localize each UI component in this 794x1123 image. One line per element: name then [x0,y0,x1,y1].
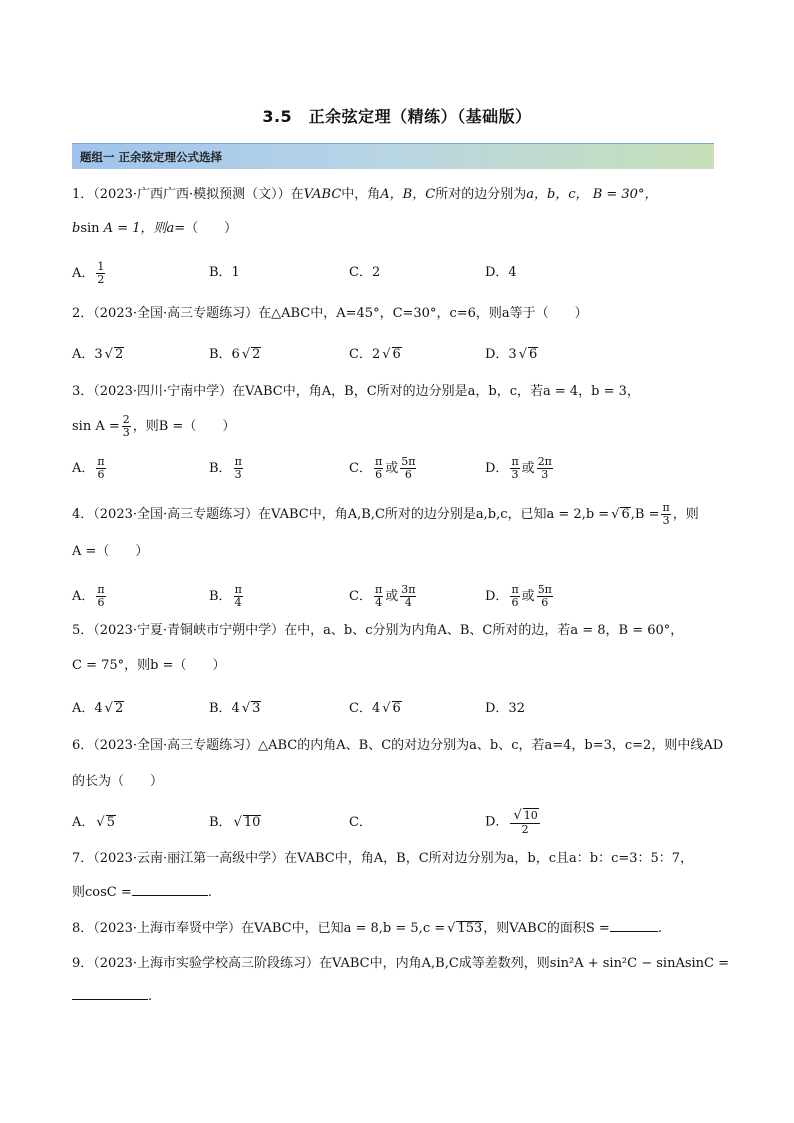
question-5-line-2: C = 75°，则b =（ ） [72,658,226,673]
fraction [234,456,243,481]
q7-text: 则cosC = [72,885,132,900]
question-3-line-1: 3．（2023·四川·宁南中学）在VABC中，角A，B，C所对的边分别是a，b，c，若a = 4，b = 3， [72,384,640,399]
fraction [537,584,553,609]
q1-text: 中，角 [341,187,381,202]
question-1-line-2 [72,220,732,238]
numerator: π [511,583,519,596]
radicand: 5 [106,815,115,830]
q4-option-d[interactable] [485,584,555,609]
numerator: π [662,501,670,514]
denominator: 6 [375,468,383,481]
q1-text: a [166,221,175,236]
denominator: 6 [97,596,105,609]
answer-blank[interactable] [72,987,148,1000]
q5-option-c[interactable]: C．4 √ 6 [349,701,401,716]
q8-text: . [657,921,662,936]
q6-option-c[interactable]: C． [349,815,372,830]
q1-text: b [72,221,81,236]
q3-option-c[interactable] [349,456,418,481]
numerator: 2 [122,413,130,426]
numerator: π [234,455,242,468]
fraction [510,584,519,609]
option-letter: D． [485,461,509,476]
numerator: π [374,583,383,596]
numerator: 2π [537,455,552,468]
radicand: 6 [392,701,401,716]
option-text: C．2 [349,347,381,362]
numerator: 3π [401,583,416,596]
numerator: π [97,583,105,596]
option-letter: B． [209,815,232,830]
section-label: 题组一 正余弦定理公式选择 [80,150,223,164]
q1-text: A = 1，则 [103,221,167,236]
radicand: 6 [529,347,538,362]
denominator: 3 [511,468,519,481]
denominator: 4 [375,596,383,609]
denominator: 3 [234,468,242,481]
numerator: 5π [401,455,416,468]
q6-option-d[interactable] [485,808,542,836]
radicand: 6 [392,347,401,362]
question-4-line-2: A =（ ） [72,544,149,559]
radicand: 3 [252,701,261,716]
q4-text: ,B = [630,507,660,522]
q5-option-d[interactable]: D．32 [485,701,525,716]
radicand: 2 [114,347,124,362]
denominator: 2 [521,823,529,836]
q3-option-a[interactable] [72,456,108,481]
denominator: 4 [234,596,242,609]
denominator: 6 [404,468,412,481]
q9-text: . [148,989,153,1004]
radicand: 2 [114,701,124,716]
section-banner [72,143,714,169]
q1-option-d[interactable]: D．4 [485,265,517,280]
q4-option-c[interactable] [349,584,418,609]
fraction [510,456,519,481]
q8-text: ，则VABC的面积S = [483,921,610,936]
q1-option-b[interactable]: B．1 [209,265,240,280]
question-3-line-2 [72,414,732,439]
q6-option-b[interactable]: B． √ 10 [209,815,261,830]
denominator: 6 [511,596,519,609]
question-1-line-1 [72,186,732,204]
q1-condition: B = 30°， [592,187,658,202]
radicand: 10 [243,815,261,830]
option-letter: C． [349,461,372,476]
option-text: A．3 [72,347,103,362]
fraction [661,502,670,527]
or-text: 或 [385,461,399,476]
radicand: 10 [523,809,538,822]
q3-text: sin A = [72,419,120,434]
q6-option-a[interactable]: A． √ 5 [72,815,115,830]
question-9-line-2 [72,987,732,1006]
question-4-line-1: 4．（2023·全国·高三专题练习）在VABC中，角A,B,C所对的边分别是a,b,c，已知a = 2,b = √ 6,B = $\frac{\pi}{3}$ ，则 [72,501,699,527]
option-letter: B． [209,461,232,476]
q2-option-a[interactable]: A．3 √ 2 [72,347,124,362]
radicand: 2 [252,347,261,362]
option-letter: B． [209,589,232,604]
q1-number: 1． [72,187,94,202]
denominator: 3 [122,426,130,439]
fraction [400,456,416,481]
denominator: 4 [404,596,412,609]
q2-option-c[interactable]: C．2 √ 6 [349,347,401,362]
q1-option-c[interactable]: C．2 [349,265,381,280]
numerator: √ 10 [510,808,539,824]
q2-option-d[interactable]: D．3 √ 6 [485,347,538,362]
or-text: 或 [521,461,535,476]
option-letter: D． [485,589,509,604]
option-letter: C． [349,589,372,604]
fraction [122,414,131,439]
q5-option-a[interactable]: A．4 √ 2 [72,701,124,716]
numerator: 5π [537,583,552,596]
denominator: 2 [97,273,105,286]
answer-blank[interactable] [610,919,658,932]
q5-option-b[interactable]: B．4 √ 3 [209,701,261,716]
option-letter: A． [72,815,95,830]
q4-text: 4．（2023·全国·高三专题练习）在VABC中，角A,B,C所对的边分别是a,b,c，已知a = 2,b = [72,507,610,522]
numerator: π [511,455,519,468]
option-text: C．4 [349,701,381,716]
q7-text: . [207,885,212,900]
numerator: π [374,455,383,468]
radicand: 6 [621,507,630,522]
question-5-line-1: 5．（2023·宁夏·青铜峡市宁朔中学）在中，a、b、c分别为内角A、B、C所对的边，若a = 8，B = 60°， [72,623,684,638]
question-6-line-1: 6．（2023·全国·高三专题练习）△ABC的内角A、B、C的对边分别为a、b、c，若a=4，b=3，c=2，则中线AD [72,738,724,753]
option-text: B．6 [209,347,240,362]
numerator: π [234,583,242,596]
denominator: 3 [662,514,670,527]
question-2-line-1: 2．（2023·全国·高三专题练习）在△ABC中，A=45°，C=30°，c=6，则a等于（ ） [72,306,588,321]
q1-source: （2023·广西广西·模拟预测（文））在 [93,187,304,202]
fraction [374,584,383,609]
option-text: A．4 [72,701,103,716]
q3-option-b[interactable] [209,456,245,481]
q1-text: 所对的边分别为 [435,187,527,202]
q1-text: sin [80,221,100,236]
numerator: π [97,455,105,468]
fraction [96,261,105,286]
fraction [234,584,243,609]
or-text: 或 [521,589,535,604]
question-7-line-2 [72,883,732,902]
fraction [537,456,553,481]
q8-text: 8．（2023·上海市奉贤中学）在VABC中，已知a = 8,b = 5,c = [72,921,446,936]
q1-triangle: VABC [303,187,342,202]
numerator: 1 [97,260,105,273]
q1-sides: a，b，c， [526,187,589,202]
fraction [96,584,105,609]
option-letter: A． [72,266,95,281]
option-letter: A． [72,589,95,604]
denominator: 6 [97,468,105,481]
option-text: D．3 [485,347,517,362]
q1-option-a[interactable] [72,261,107,286]
q3-option-d[interactable] [485,456,555,481]
page-title: 3.5 正余弦定理（精练）（基础版） [262,107,532,126]
q4-text: ，则 [672,507,699,522]
q1-text: =（ ） [174,221,238,236]
q2-option-b[interactable]: B．6 √ 2 [209,347,261,362]
question-8-line-1: 8．（2023·上海市奉贤中学）在VABC中，已知a = 8,b = 5,c = √ 153，则VABC的面积S = . [72,921,662,936]
question-9-line-1: 9．（2023·上海市实验学校高三阶段练习）在VABC中，内角A,B,C成等差数列，则sin²A + sin²C − sinAsinC = [72,956,730,971]
option-letter: A． [72,461,95,476]
question-7-line-1: 7．（2023·云南·丽江第一高级中学）在VABC中，角A，B，C所对边分别为a，b，c且a：b：c=3：5：7， [72,851,694,866]
fraction [510,808,539,836]
answer-blank[interactable] [132,883,208,896]
fraction [96,456,105,481]
fraction [374,456,383,481]
or-text: 或 [385,589,399,604]
radicand: 153 [457,921,483,936]
q3-text: ，则B =（ ） [132,419,236,434]
fraction [400,584,416,609]
option-text: B．4 [209,701,240,716]
option-letter: D． [485,814,509,830]
question-6-line-2: 的长为（ ） [72,774,164,789]
q4-option-b[interactable] [209,584,245,609]
denominator: 3 [541,468,549,481]
denominator: 6 [541,596,549,609]
q4-option-a[interactable] [72,584,108,609]
q1-angles: A，B，C [380,187,436,202]
